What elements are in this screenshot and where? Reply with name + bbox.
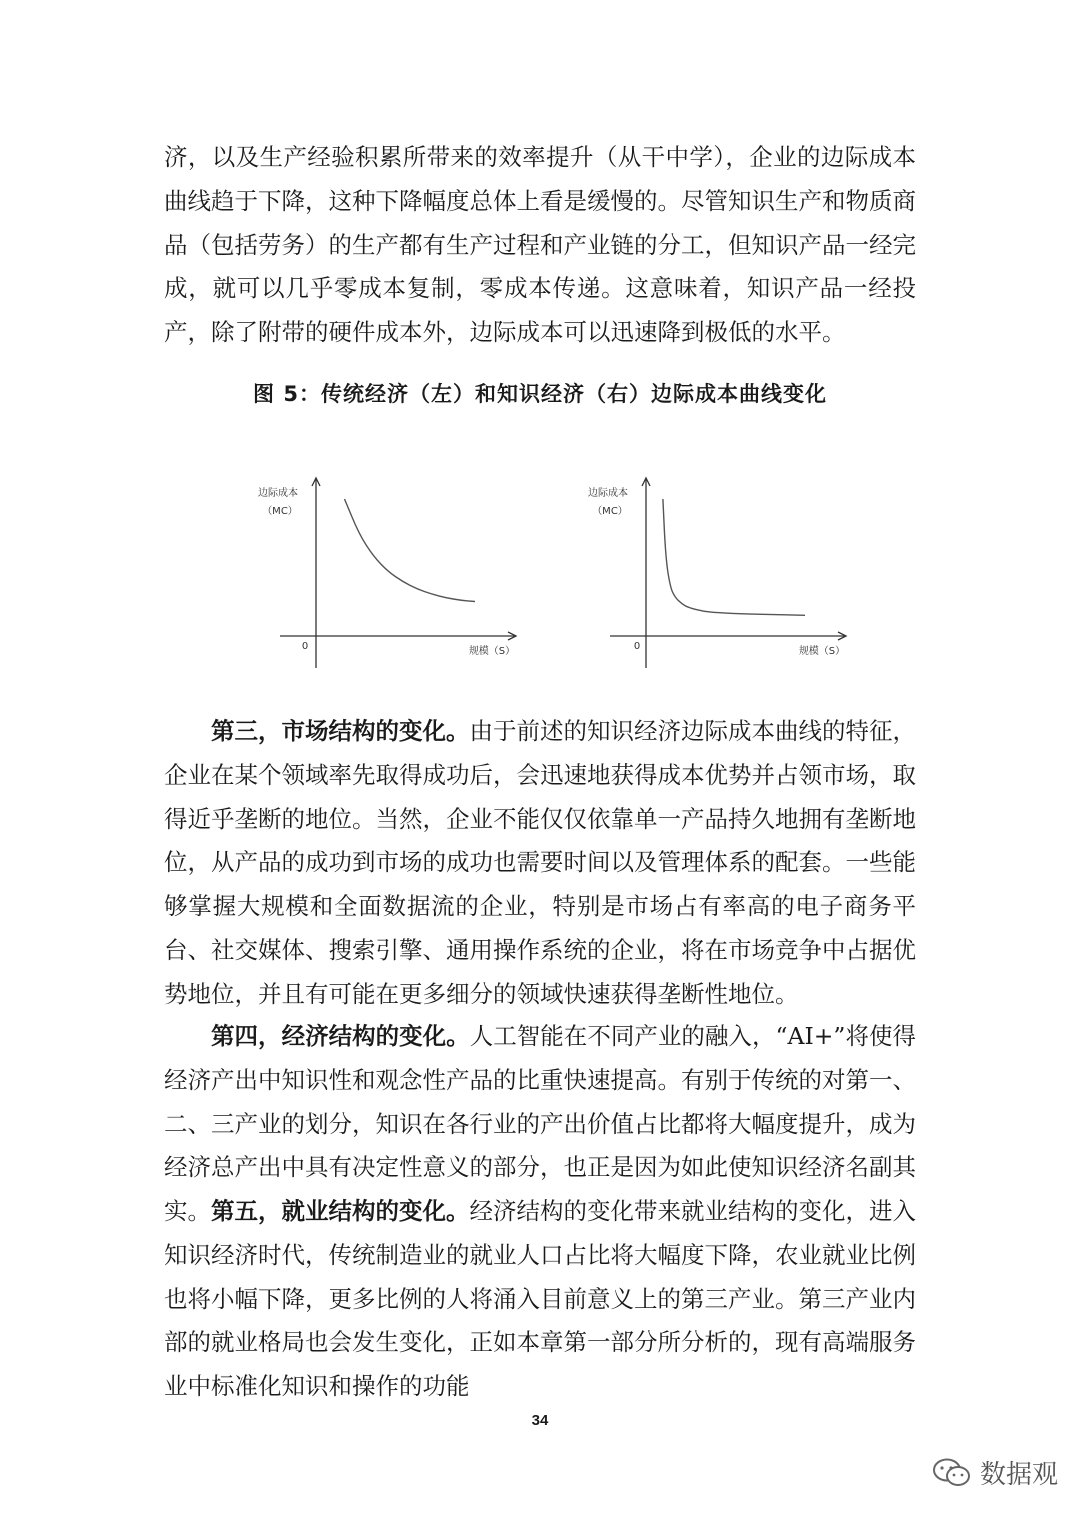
paragraph-lead: 第四，经济结构的变化。 (211, 1022, 470, 1050)
paragraph-lead: 第五，就业结构的变化。 (211, 1197, 470, 1225)
paragraph-body: 经济结构的变化带来就业结构的变化，进入知识经济时代，传统制造业的就业人口占比将大幅度下降，农业就业比例也将小幅下降，更多比例的人将涌入目前意义上的第三产业。第三产业内部的就业格局也会发生变化，正如本章第一部分所分析的，现有高端服务业中标准化知识和操作的功能 (164, 1197, 916, 1401)
chart-traditional-economy (258, 468, 528, 672)
origin-label: 0 (633, 641, 641, 652)
watermark-text: 数据观 (980, 1460, 1059, 1490)
watermark (932, 1454, 1058, 1491)
chart-knowledge-economy (588, 468, 858, 672)
wechat-icon (932, 1457, 972, 1489)
paragraph-market-structure (164, 710, 916, 1017)
paragraph-body: 由于前述的知识经济边际成本曲线的特征，企业在某个领域率先取得成功后，会迅速地获得成本优势并占领市场，取得近乎垄断的地位。当然，企业不能仅仅依靠单一产品持久地拥有垄断地位，从产品的成功到市场的成功也需要时间以及管理体系的配套。一些能够掌握大规模和全面数据流的企业，特别是市场占有率高的电子商务平台、社交媒体、搜索引擎、通用操作系统的企业，将在市场竞争中占据优势地位，并且有可能在更多细分的领域快速获得垄断性地位。 (164, 717, 916, 1008)
x-axis-label: 规模（S） (468, 646, 516, 657)
marginal-cost-curve (663, 499, 805, 615)
y-axis-unit: （MC） (592, 506, 628, 517)
paragraph-continuation: 济，以及生产经验积累所带来的效率提升（从干中学），企业的边际成本曲线趋于下降，这种下降幅度总体上看是缓慢的。尽管知识生产和物质商品（包括劳务）的生产都有生产过程和产业链的分工，但知识产品一经完成，就可以几乎零成本复制，零成本传递。这意味着，知识产品一经投产，除了附带的硬件成本外，边际成本可以迅速降到极低的水平。 (164, 143, 916, 347)
paragraph-lead: 第三，市场结构的变化。 (211, 717, 470, 745)
paragraph-employment-structure (164, 1190, 916, 1409)
figure-caption: 图 5：传统经济（左）和知识经济（右）边际成本曲线变化 (253, 382, 827, 406)
page-number: 34 (531, 1412, 549, 1429)
paragraph-body: 人工智能在不同产业的融入，“AI+”将使得经济产出中知识性和观念性产品的比重快速提高。有别于传统的对第一、二、三产业的划分，知识在各行业的产出价值占比都将大幅度提升，成为经济总产出中具有决定性意义的部分，也正是因为如此使知识经济名副其实。 (164, 1022, 917, 1226)
y-axis-unit: （MC） (262, 506, 298, 517)
y-axis-label: 边际成本 (258, 488, 298, 499)
x-axis-label: 规模（S） (798, 646, 846, 657)
marginal-cost-curve (345, 499, 476, 602)
origin-label: 0 (301, 641, 309, 652)
y-axis-label: 边际成本 (588, 488, 628, 499)
